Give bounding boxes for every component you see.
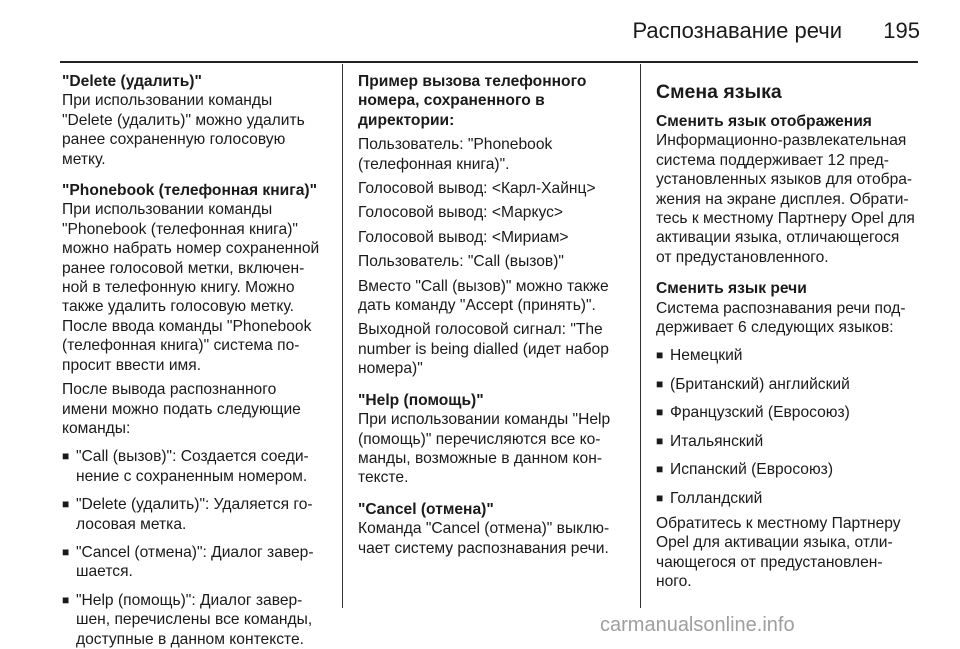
language-item: ■ Испанский (Евросоюз) <box>656 460 936 479</box>
language-item: ■ Немецкий <box>656 346 936 365</box>
bullet-delete <box>62 495 334 534</box>
help-line: манды, возможные в данном кон- <box>358 449 603 467</box>
language-item: ■ (Британский) английский <box>656 375 936 394</box>
bullet-line: ■ "Call (вызов)": Создается соеди- <box>76 448 309 466</box>
after-line: команды: <box>62 419 131 437</box>
bullet-cancel <box>62 543 334 582</box>
column-divider-1 <box>342 64 343 608</box>
closing-line: чающегося от предустановлен- <box>656 553 883 571</box>
display-line: система поддерживает 12 пред- <box>656 151 889 169</box>
example-heading <box>358 72 634 130</box>
dialog-line: Голосовой вывод: <Мириам> <box>358 228 569 246</box>
delete-line: метку. <box>62 150 106 168</box>
phonebook-line: "Phonebook (телефонная книга)" <box>62 220 298 238</box>
phonebook-line: также удалить голосовую метку. <box>62 298 294 316</box>
example-heading-line: Пример вызова телефонного <box>358 73 587 90</box>
closing-line: Обратитесь к местному Партнеру <box>656 514 901 532</box>
bullet-help <box>62 591 334 649</box>
bullet-call <box>62 447 334 486</box>
watermark: carmanualsonline.info <box>600 614 795 636</box>
cancel-line: Команда "Cancel (отмена)" выклю- <box>358 520 610 538</box>
bullet-line: доступные в данном контексте. <box>76 630 304 648</box>
dialog-line: (телефонная книга)". <box>358 155 510 173</box>
dialog-output <box>358 320 634 378</box>
display-line: жения на экране дисплея. Обрати- <box>656 190 909 208</box>
dialog-line: номера)" <box>358 360 423 378</box>
dialog-line: Вместо "Call (вызов)" можно также <box>358 277 609 295</box>
display-line: активации языка, отличающегося <box>656 229 900 247</box>
dialog-line: Голосовой вывод: <Карл-Хайнц> <box>358 180 596 198</box>
dialog-user-phonebook <box>358 135 634 174</box>
bullet-line: ■ "Help (помощь)": Диалог завер- <box>76 591 303 609</box>
cancel-line: чает систему распознавания речи. <box>358 539 609 557</box>
display-line: тесь к местному Партнеру Opel для <box>656 210 915 228</box>
delete-heading: "Delete (удалить)" <box>62 73 202 90</box>
language-item: ■ Французский (Евросоюз) <box>656 403 936 422</box>
bullet-line: ■ "Delete (удалить)": Удаляется го- <box>76 496 313 514</box>
dialog-line: Пользователь: "Call (вызов)" <box>358 253 564 271</box>
delete-line: При использовании команды <box>62 92 273 110</box>
dialog-line: дать команду "Accept (принять)". <box>358 297 596 315</box>
after-line: После вывода распознанного <box>62 381 277 399</box>
bullet-line: лосовая метка. <box>76 515 187 533</box>
help-line: тексте. <box>358 469 409 487</box>
cancel-heading: "Cancel (отмена)" <box>358 500 494 518</box>
help-heading: "Help (помощь)" <box>358 391 484 409</box>
bullet-line: шен, перечислены все команды, <box>76 611 313 629</box>
column-3 <box>656 80 936 592</box>
language-item: ■ Итальянский <box>656 432 936 451</box>
display-line: от предустановленного. <box>656 248 829 266</box>
bullet-line: шается. <box>76 563 133 581</box>
speech-line: держивает 6 следующих языков: <box>656 319 894 337</box>
dialog-line: Голосовой вывод: <Маркус> <box>358 204 563 222</box>
column-1 <box>62 72 334 649</box>
display-line: установленных языков для отобра- <box>656 171 913 189</box>
phonebook-line: При использовании команды <box>62 201 273 219</box>
phonebook-line: можно набрать номер сохраненной <box>62 240 320 258</box>
phonebook-line: ранее голосовой метки, включен- <box>62 259 305 277</box>
display-line: Информационно-развлекательная <box>656 132 907 150</box>
phonebook-heading: "Phonebook (телефонная книга)" <box>62 182 317 200</box>
dialog-instead <box>358 277 634 316</box>
dialog-line: number is being dialled (идет набор <box>358 340 609 358</box>
dialog-line: Выходной голосовой сигнал: "The <box>358 321 603 339</box>
bullet-line: нение с сохраненным номером. <box>76 467 308 485</box>
phonebook-line: просит ввести имя. <box>62 356 202 374</box>
dialog-line: Пользователь: "Phonebook <box>358 136 553 154</box>
bullet-line: ■ "Cancel (отмена)": Диалог завер- <box>76 543 314 561</box>
closing-line: Opel для активации языка, отли- <box>656 534 893 552</box>
after-line: имени можно подать следующие <box>62 400 301 418</box>
speech-heading: Сменить язык речи <box>656 280 807 298</box>
phonebook-line: (телефонная книга)" система по- <box>62 337 300 355</box>
column-divider-2 <box>640 64 641 608</box>
header-rule <box>60 61 918 63</box>
page-number: 195 <box>883 18 920 43</box>
column-2 <box>358 72 634 558</box>
section-title: Смена языка <box>656 81 782 103</box>
delete-line: ранее сохраненную голосовую <box>62 131 286 149</box>
example-heading-line: директории: <box>358 111 455 129</box>
delete-line: "Delete (удалить)" можно удалить <box>62 111 305 129</box>
phonebook-line: ной в телефонную книгу. Можно <box>62 279 295 297</box>
help-line: При использовании команды "Help <box>358 411 611 429</box>
help-line: (помощь)" перечисляются все ко- <box>358 430 601 448</box>
example-heading-line: номера, сохраненного в <box>358 92 545 110</box>
closing-line: ного. <box>656 573 692 591</box>
display-heading: Сменить язык отображения <box>656 113 872 130</box>
page-header-title: Распознавание речи <box>632 18 842 43</box>
language-item: ■ Голландский <box>656 489 936 508</box>
phonebook-line: После ввода команды "Phonebook <box>62 317 312 335</box>
speech-line: Система распознавания речи под- <box>656 299 906 317</box>
